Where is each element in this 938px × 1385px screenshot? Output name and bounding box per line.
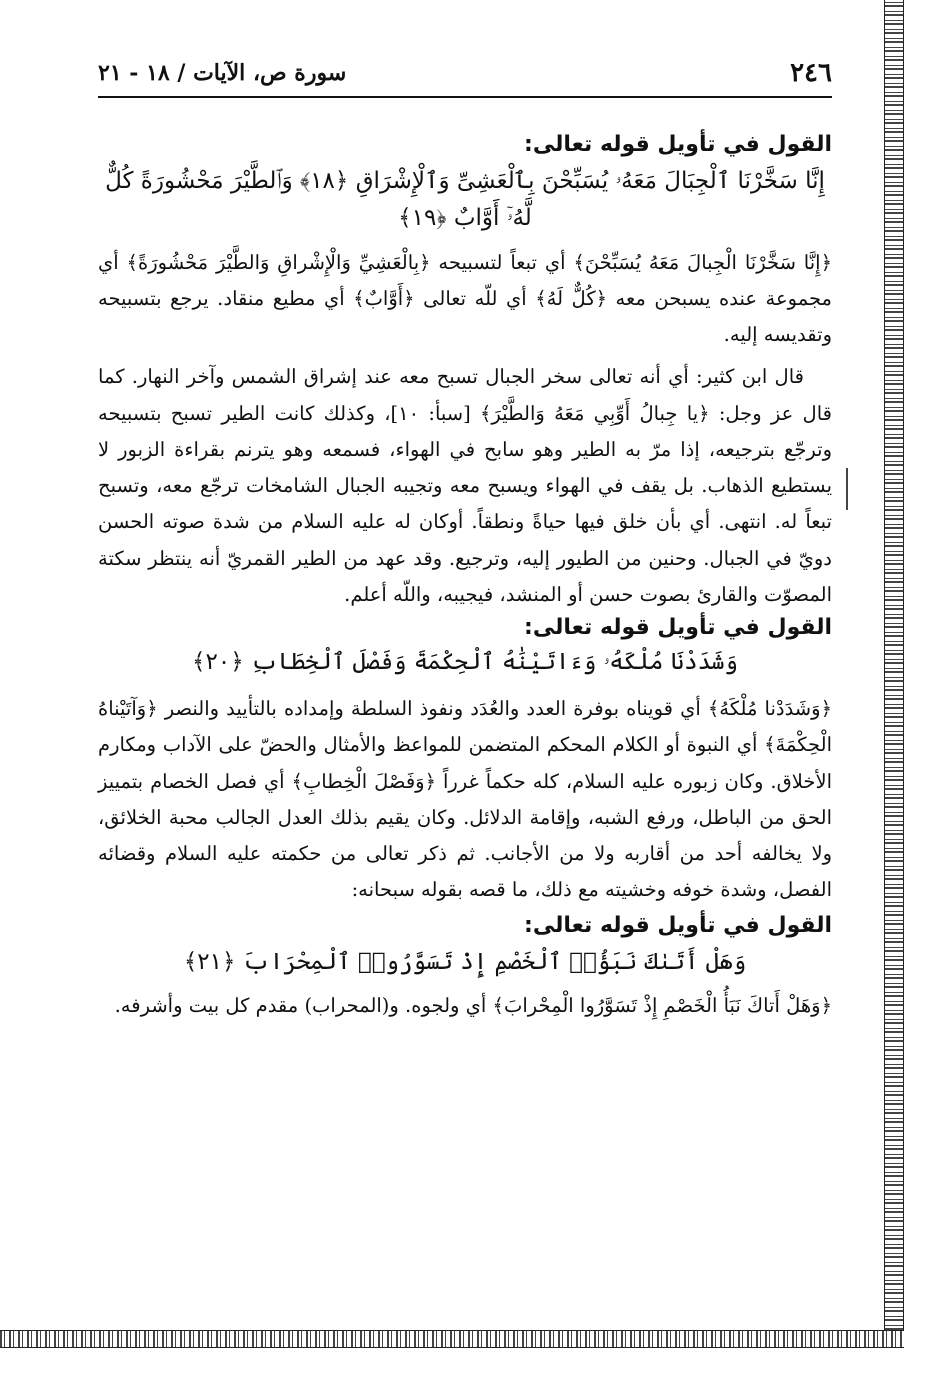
- page-number: ٢٤٦: [790, 58, 832, 88]
- section-heading: القول في تأويل قوله تعالى:: [524, 912, 832, 938]
- decorative-border-right: [884, 0, 904, 1348]
- commentary-paragraph: ﴿وَهَلْ أَتاكَ نَبَأُ الْخَصْمِ إِذْ تَسَوَّرُوا الْمِحْرابَ﴾ أي ولجوه. و(المحراب) مقدم كل بيت وأشرفه.: [114, 994, 832, 1018]
- decorative-border-bottom: [0, 1330, 904, 1348]
- page-header: [98, 56, 832, 98]
- section-verse-20: [98, 615, 832, 908]
- commentary-paragraph: ﴿إِنَّا سَخَّرْنَا الْجِبالَ مَعَهُ يُسَبِّحْنَ﴾ أي تبعاً لتسبيحه ﴿بِالْعَشِيِّ وَالْإِشْراقِ وَالطَّيْرَ مَحْشُورَةً﴾ أي مجموعة عنده يسبحن معه ﴿كُلٌّ لَهُ﴾ أي للّه تعالى ﴿أَوَّابٌ﴾ أي مطيع منقاد. يرجع بتسبيحه وتقديسه إليه.: [98, 250, 832, 347]
- quran-verse: وَهَلْ أَتَىٰكَ نَبَؤُا۟ ٱلْخَصْمِ إِذْ تَسَوَّرُوا۟ ٱلْمِحْرَابَ ﴿٢١﴾: [183, 948, 747, 975]
- section-heading: القول في تأويل قوله تعالى:: [524, 132, 832, 157]
- quran-verse: إِنَّا سَخَّرْنَا ٱلْجِبَالَ مَعَهُۥ يُسَبِّحْنَ بِٱلْعَشِىِّ وَٱلْإِشْرَاقِ ﴿١٨﴾ وَٱلطَّيْرَ مَحْشُورَةً كُلٌّ لَّهُۥٓ أَوَّابٌ ﴿١٩﴾: [105, 168, 825, 231]
- book-page: [98, 56, 832, 1025]
- section-verses-18-19: [98, 132, 832, 613]
- margin-mark: [846, 468, 848, 510]
- commentary-paragraph: قال ابن كثير: أي أنه تعالى سخر الجبال تسبح معه عند إشراق الشمس وآخر النهار. كما قال عز وجل: ﴿يا جِبالُ أَوِّبِي مَعَهُ وَالطَّيْرَ﴾ [سبأ: ١٠]، وكذلك كانت الطير تسبح بتسبيحه وترجّع بترجيعه، إذا مرّ به الطير وهو سابح في الهواء، فسمعه وهو يترنم بقراءة الزبور لا يستطيع الذهاب. بل يقف في الهواء ويسبح معه وتجيبه الجبال الشامخات ترجّع معه، وتسبح تبعاً له. انتهى. أي بأن خلق فيها حياةً ونطقاً. أوكان له عليه السلام من شدة صوته الحسن دويّ في الجبال. وحنين من الطيور إليه، وترجيع. وقد عهد من الطير القمريّ أنه ينتظر سكتة المصوّت والقارئ بصوت حسن أو المنشد، فيجيبه، واللّه أعلم.: [98, 365, 832, 606]
- section-verse-21: [98, 913, 832, 1025]
- section-heading: القول في تأويل قوله تعالى:: [524, 615, 832, 641]
- quran-verse: وَشَدَدْنَا مُلْكَهُۥ وَءَاتَيْنَٰهُ ٱلْحِكْمَةَ وَفَصْلَ ٱلْخِطَابِ ﴿٢٠﴾: [191, 649, 739, 676]
- running-title: سورة ص، الآيات / ١٨ - ٢١: [98, 60, 347, 86]
- commentary-paragraph: ﴿وَشَدَدْنا مُلْكَهُ﴾ أي قويناه بوفرة العدد والعُدَد ونفوذ السلطة وإمداده بالتأييد والنصر ﴿وَآتَيْناهُ الْحِكْمَةَ﴾ أي النبوة أو الكلام المحكم المتضمن للمواعظ والأمثال والحضّ على الآداب ومكارم الأخلاق. وكان زبوره عليه السلام، كله حكماً غرراً ﴿وَفَصْلَ الْخِطابِ﴾ أي فصل الخصام بتمييز الحق من الباطل، ورفع الشبه، وإقامة الدلائل. وكان يقيم بذلك العدل الجالب محبة الخلائق، ولا يخالفه أحد من أقاربه ولا من الأجانب. ثم ذكر تعالى من حكمته عليه السلام وقضائه الفصل، وشدة خوفه وخشيته مع ذلك، ما قصه بقوله سبحانه:: [98, 697, 832, 902]
